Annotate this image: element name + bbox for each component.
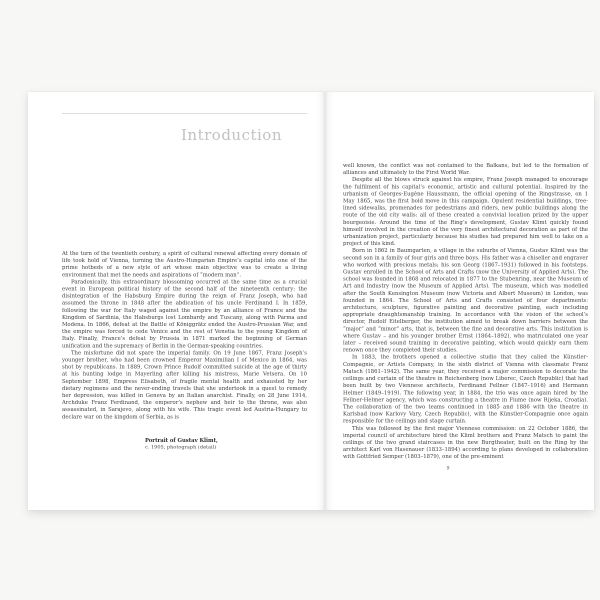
body-paragraph: This was followed by the first major Viennese commission: on 22 October 1886, the imperial council of architecture hired the Klimt brothers and Franz Matsch to paint the ceilings of the two grand staircases in the new Burgtheater, built on the Ring by the architect Karl von Hasenauer (1833–1894) according to plans developed in collaboration with Gottfried Semper (1803–1879), one of the pre-eminent <box>343 425 588 460</box>
body-paragraph: At the turn of the twentieth century, a spirit of cultural renewal affecting every domain of life took hold of Vienna, turning the Austro-Hungarian Empire’s capital into one of the prime hotbeds of a new style of art whose main objective was to create a living environment that met the needs and aspirations of “modern man”. <box>62 250 307 278</box>
page-title: Introduction <box>181 126 282 144</box>
heading-rule <box>62 113 307 114</box>
body-paragraph: In 1883, the brothers opened a collective studio that they called the Künstler-Compagnie, or Artists Company, in the sixth district of Vienna with classmate Franz Matsch (1861–1942). The same year, they received a major commission to decorate the ceilings and curtain of the theatre in Reichenberg (now Liberec, Czech Republic) that had been built by two Viennese architects, Ferdinand Fellner (1847–1916) and Hermann Helmer (1849–1919). The following year, in 1884, the trio was once again hired by the Fellner-Helmer agency, which was constructing a theatre in Fiume (now Rijeka, Croatia). The collaboration of the two teams continued in 1885 and 1886 with the theatre in Karlsbad (now Karlovy Vary, Czech Republic), with the Künstler-Compagnie once again responsible for the ceilings and stage curtain. <box>343 354 588 425</box>
page-number: 9 <box>446 466 450 471</box>
body-paragraph: The misfortune did not spare the imperial family. On 19 June 1867, Franz Joseph’s younger brother, who had been crowned Emperor Maximilian I of Mexico in 1864, was shot by republicans. In 1889, Crown Prince Rudolf committed suicide at the age of thirty at his hunting lodge in Mayerling after killing his mistress, Marie Vetsera. On 10 September 1898, Empress Elisabeth, of fragile mental health and exhausted by her dietary regimens and the never-ending travels that she undertook in a quest to remedy her depression, was killed in Geneva by an Italian anarchist. Finally, on 28 June 1914, Archduke Franz Ferdinand, the emperor’s nephew and heir to the throne, was also assassinated, in Sarajevo, along with his wife. This tragic event led Austria-Hungary to declare war on the kingdom of Serbia, as is <box>62 349 307 420</box>
left-page <box>28 92 317 510</box>
left-body-text <box>62 250 307 591</box>
caption-title: Portrait of Gustav Klimt, <box>145 437 218 444</box>
right-page <box>317 92 594 510</box>
body-paragraph: Born in 1862 in Baumgarten, a village in the suburbs of Vienna, Gustav Klimt was the second son in a family of four girls and three boys. His father was a chiseller and engraver who worked with precious metals; his son Georg (1867–1931) followed in his footsteps. Gustav enrolled in the School of Arts and Crafts (now the University of Applied Arts). The school was founded in 1868 and relocated in 1877 to the Stubenring, near the Museum of Art and Industry (now the Museum of Applied Arts). The museum, which was modelled after the South Kensington Museum (now Victoria and Albert Museum) in London, was founded in 1864. The School of Arts and Crafts consisted of four departments: architecture, sculpture, figurative painting and decorative painting, each including appropriate draughtsmanship training. In accordance with the vision of the school’s director, Rudolf Eitelberger, the institution aimed to break down barriers between the “major” and “minor” arts, that is, between the fine and decorative arts. This institution is where Gustav – and his younger brother Ernst (1864–1892), who matriculated one year later – received sound training in decorative painting, which would quickly earn them renown once they completed their studies. <box>343 247 588 354</box>
body-paragraph: Despite all the blows struck against his empire, Franz Joseph managed to encourage the fulfilment of his capital’s economic, artistic and cultural potential. Inspired by the urbanism of Georges-Eugène Haussmann, the official opening of the Ringstrasse, on 1 May 1865, was the first bold move in this campaign. Opulent residential buildings, tree-lined sidewalks, promenades for pedestrians and riders, new public buildings along the route of the old city walls: all of these created a convivial location prized by the upper bourgeoisie. Around the time of the Ring’s development, Gustav Klimt quickly found himself involved in the creation of the very finest architectural decoration as part of the urbanization project, particularly because his studies had prepared him well to take on a project of this kind. <box>343 176 588 247</box>
book-spread <box>28 92 594 510</box>
caption-detail: c. 1905, photograph (detail) <box>145 444 217 450</box>
image-caption <box>145 437 315 464</box>
right-body-text <box>343 162 588 600</box>
body-paragraph: Paradoxically, this extraordinary blossoming occurred at the same time as a crucial event in European political history of the second half of the nineteenth century: the disintegration of the Habsburg Empire during the reign of Franz Joseph, who had assumed the throne in 1848 after the abdication of his uncle Ferdinand I. In 1859, following the war for Italy waged against the empire by an alliance of France and the Kingdom of Sardinia, the Habsburgs lost Lombardy and Tuscany, along with Parma and Modena. In 1866, defeat at the Battle of Königgrätz ended the Austro-Prussian War, and the empire was forced to cede Venice and the rest of Venetia to the young Kingdom of Italy. Finally, France’s defeat by Prussia in 1871 marked the beginning of German unification and the supremacy of Berlin in the German-speaking countries. <box>62 278 307 349</box>
body-paragraph: well known, the conflict was not contained to the Balkans, but led to the formation of alliances and ultimately to the First World War. <box>343 162 588 176</box>
